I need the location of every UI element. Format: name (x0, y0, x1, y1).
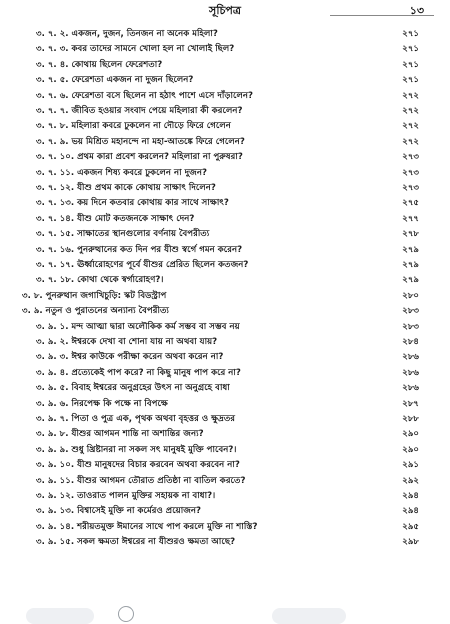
toc-entry-title: ৩. ৮. পুনরুত্থান জগাখিচুড়ি: স্কট বিডস্ট্রাপ (22, 290, 167, 301)
toc-entry-page: ২৮৪ (402, 337, 419, 347)
toc-entry-title: ৩. ৭. ৩. কবর তাদের সামনে খোলা হল না খোলাই ছিল? (36, 44, 235, 55)
toc-entry-page: ২৭৩ (402, 152, 419, 163)
toc-entry-title: ৩. ৯. ৬. নিরপেক্ষ কি পক্ষে না বিপক্ষে (36, 398, 168, 409)
toc-entry-page: ২৮৬ (402, 352, 419, 363)
toc-entry-title: ৩. ৭. ১১. একজন শিষ্য কবরে ঢুকলেন না দুজন? (36, 167, 207, 178)
toc-entry-title: ৩. ৯. ১০. যীশু মানুষদের বিচার করবেন অথবা করবেন না? (36, 460, 240, 471)
page-header (0, 0, 450, 18)
toc-entry-page: ২৭৮ (402, 229, 419, 240)
toc-entry-title: ৩. ৭. ১০. প্রথম কারা প্রবেশ করলেন? মহিলারা না পুরুষরা? (36, 152, 243, 163)
toc-entry[interactable] (0, 258, 450, 273)
toc-entry-title: ৩. ৯. ১২. তাওরাত পালন মুক্তির সহায়ক না বাধা?। (36, 491, 216, 501)
toc-entry-page: ২৯২ (402, 475, 419, 486)
toc-entry[interactable] (0, 504, 450, 519)
toc-entry[interactable] (0, 489, 450, 504)
toc-entry-title: ৩. ৭. ১৫. সাক্ষাতের স্থানগুলোর বর্ণনায় বৈপরীত্য (36, 229, 210, 240)
toc-entry-page: ২৮৮ (402, 414, 419, 424)
toc-entry[interactable] (0, 304, 450, 319)
toc-entry[interactable] (0, 458, 450, 473)
toc-entry-page: ২৮০ (402, 290, 419, 301)
toc-entry[interactable] (0, 212, 450, 227)
toc-entry-page: ২৮৬ (402, 383, 419, 394)
toc-entry[interactable] (0, 135, 450, 150)
toc-entry-title: ৩. ৯. ৭. পিতা ও পুত্র এক, পৃথক অথবা বৃহত্তর ও ক্ষুদ্রতর (36, 414, 236, 424)
toc-entry[interactable] (0, 243, 450, 258)
toc-entry[interactable] (0, 366, 450, 381)
toc-entry[interactable] (0, 273, 450, 288)
toc-entry-title: ৩. ৯. ১১. যীশুর আগমন তৌরাত প্রতিষ্ঠা না বাতিল করতে? (36, 475, 246, 486)
toc-entry-page: ২৭৯ (402, 275, 419, 286)
toc-entry[interactable] (0, 181, 450, 196)
toc-entry-title: ৩. ৭. ১৮. কোথা থেকে স্বর্গারোহণ?। (36, 275, 164, 286)
toc-entry-page: ২৯০ (402, 444, 419, 455)
toc-entry[interactable] (0, 535, 450, 550)
toc-entry[interactable] (0, 227, 450, 242)
toc-entry-page: ২৭২ (402, 136, 419, 147)
toc-entry-title: ৩. ৯. ২. ঈশ্বরকে দেখা বা শোনা যায় না অথবা যায়? (36, 337, 218, 347)
toc-entry-title: ৩. ৯. নতুন ও পুরাতনের অন্যান্য বৈপরীত্য (22, 306, 169, 317)
toc-entry-title: ৩. ৭. ৪. কোথায় ছিলেন ফেরেশতা? (36, 59, 163, 70)
toc-entry-page: ২৭২ (402, 121, 419, 132)
toc-entry-title: ৩. ৭. ৭. জীবিত হওয়ার সংবাদ পেয়ে মহিলারা কী করলেন? (36, 106, 243, 116)
toc-entry-page: ২৯১ (402, 460, 419, 471)
toc-entry-page: ২৯০ (402, 429, 419, 440)
page-title: সূচিপত্র (209, 4, 241, 17)
toc-entry-title: ৩. ৭. ৯. ভয় মিশ্রিত মহানন্দে না মহা-আতঙ্কে ফিরে গেলেন? (36, 136, 245, 147)
toc-entry-page: ২৯৫ (402, 521, 419, 532)
bottom-toolbar (0, 604, 450, 622)
header-page-number: ১৩ (409, 4, 424, 17)
toc-entry[interactable] (0, 381, 450, 396)
toc-entry-title: ৩. ৯. ১৪. শরীয়তমুক্ত ঈমানের সাথে পাপ করলে মুক্তি না শাস্তি? (36, 521, 258, 532)
toc-entry-page: ২৭৫ (402, 198, 419, 209)
toc-entry-page: ২৭২ (402, 90, 419, 101)
toc-entry[interactable] (0, 520, 450, 535)
toc-entry[interactable] (0, 474, 450, 489)
toc-entry[interactable] (0, 427, 450, 442)
toc-entry-page: ২৮৩ (402, 306, 419, 317)
toc-entry[interactable] (0, 166, 450, 181)
toc-entry[interactable] (0, 412, 450, 427)
toc-entry[interactable] (0, 196, 450, 211)
toc-entry-title: ৩. ৭. ১৪. যীশু মোট কতজনকে সাক্ষাৎ দেন? (36, 213, 195, 224)
toc-entry-page: ২৭১ (402, 44, 419, 55)
toc-entry-title: ৩. ৯. ৮. যীশুর আগমন শান্তি না অশান্তির জন্য? (36, 429, 204, 440)
toc-entry-title: ৩. ৯. ১৫. সকল ক্ষমতা ঈশ্বরের না যীশুরও ক্ষমতা আছে? (36, 537, 236, 548)
toc-entry-title: ৩. ৯. ৫. বিবাহ ঈশ্বরের অনুগ্রহের উৎস না অনুগ্রহে বাধা (36, 383, 230, 394)
toc-entry-page: ২৭১ (402, 59, 419, 70)
toc-entry-title: ৩. ৯. ৯. শুধু খ্রিষ্টানরা না সকল সৎ মানুষই মুক্তি পাবেন?। (36, 444, 237, 455)
toc-entry[interactable] (0, 320, 450, 335)
toc-entry[interactable] (0, 58, 450, 73)
toc-entry-page: ২৮৩ (402, 321, 419, 332)
header-rule (330, 15, 434, 16)
circle-icon[interactable] (118, 606, 134, 622)
toc-entry[interactable] (0, 89, 450, 104)
toc-entry-page: ২৭৯ (402, 260, 419, 270)
toc-entry-page: ২৯৪ (402, 491, 419, 501)
toc-entry-title: ৩. ৯. ৩. ঈশ্বর কাউকে পরীক্ষা করেন অথবা করেন না? (36, 352, 224, 363)
toc-entry[interactable] (0, 104, 450, 119)
toc-entry-page: ২৭৩ (402, 167, 419, 178)
toc-entry-page: ২৭৯ (402, 244, 419, 255)
toc-entry-page: ২৮৭ (402, 398, 419, 409)
toc-entry-title: ৩. ৯. ৪. প্রত্যেকেই পাপ করে? না কিছু মানুষ পাপ করে না? (36, 367, 241, 378)
toc-entry[interactable] (0, 350, 450, 365)
toc-entry[interactable] (0, 443, 450, 458)
toc-entry-title: ৩. ৭. ৫. ফেরেশতা একজন না দুজন ছিলেন? (36, 75, 194, 86)
toc-entry[interactable] (0, 27, 450, 42)
toc-entry[interactable] (0, 73, 450, 88)
toc-entry-page: ২৭১ (402, 75, 419, 86)
toc-entry[interactable] (0, 150, 450, 165)
toc-entry-page: ২৭১ (402, 29, 419, 39)
toc-entry-title: ৩. ৭. ৬. ফেরেশতা বসে ছিলেন না হঠাৎ পাশে এসে দাঁড়ালেন? (36, 90, 253, 101)
toc-entry-page: ২৯৪ (402, 506, 419, 517)
toc-entry[interactable] (0, 42, 450, 57)
toc-entry-title: ৩. ৭. ১৬. পুনরুত্থানের কত দিন পর যীশু স্বর্গে গমন করেন? (36, 244, 243, 255)
toc-entry[interactable] (0, 335, 450, 350)
toc-entry-page: ২৯৮ (402, 537, 419, 548)
toc-entry-title: ৩. ৭. ২. একজন, দুজন, তিনজন না অনেক মহিলা? (36, 29, 218, 39)
toc-entry-page: ২৭২ (402, 106, 419, 116)
toc-entry[interactable] (0, 397, 450, 412)
toc-entry[interactable] (0, 289, 450, 304)
toc-entry-title: ৩. ৯. ১৩. বিশ্বাসেই মুক্তি না কর্মেরও প্রয়োজন? (36, 506, 202, 517)
toc-entry-title: ৩. ৭. ১২. যীশু প্রথম কাকে কোথায় সাক্ষাৎ দিলেন? (36, 183, 216, 193)
toc-entry-page: ২৭৭ (402, 213, 419, 224)
toc-entry-title: ৩. ৯. ১. মন্দ আত্মা দ্বারা অলৌকিক কর্ম সম্ভব বা সম্ভব নয় (36, 321, 240, 332)
toc-entry-page: ২৭৩ (402, 183, 419, 193)
toc-entry-title: ৩. ৭. ৮. মহিলারা কবরে ঢুকলেন না দৌড়ে ফিরে গেলেন (36, 121, 231, 132)
toc-entry-title: ৩. ৭. ১৩. কয় দিনে কতবার কোথায় কার সাথে সাক্ষাৎ? (36, 198, 229, 209)
toc-entry-page: ২৮৬ (402, 367, 419, 378)
toc-entry[interactable] (0, 119, 450, 134)
toc-entry-title: ৩. ৭. ১৭. ঊর্ধ্বারোহণের পূর্বে যীশুর প্রেরিত ছিলেন কতজন? (36, 260, 249, 270)
